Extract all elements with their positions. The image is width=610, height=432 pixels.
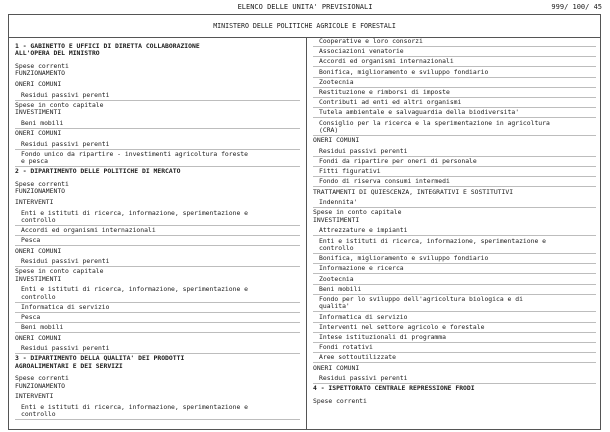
- left-column: [9, 38, 307, 429]
- budget-line-item: Zootecnia: [319, 77, 354, 86]
- row-divider: [15, 419, 300, 420]
- budget-line-item: Enti e istituti di ricerca, informazione, sperimentazione e controllo: [21, 285, 249, 301]
- right-column: [307, 38, 602, 429]
- group-label: Spese correnti FUNZIONAMENTO: [15, 62, 69, 78]
- budget-line-item: Accordi ed organismi internazionali: [319, 57, 454, 66]
- budget-line-item: Beni mobili: [319, 284, 362, 293]
- group-label: INTERVENTI: [15, 392, 54, 401]
- section-heading: 4 - ISPETTORATO CENTRALE REPRESSIONE FRODI: [313, 384, 475, 393]
- budget-line-item: Associazioni venatorie: [319, 47, 404, 56]
- group-label: ONERI COMUNI: [313, 363, 360, 372]
- budget-line-item: Residui passivi perenti: [21, 257, 110, 266]
- budget-line-item: Fondo unico da ripartire - investimenti agricoltura foreste e pesca: [21, 149, 249, 166]
- budget-line-item: Zootecnia: [319, 274, 354, 283]
- budget-line-item: Indennita': [319, 198, 358, 207]
- budget-line-item: Bonifica, miglioramento e sviluppo fondiario: [319, 67, 489, 76]
- budget-line-item: Fondo per lo sviluppo dell'agricoltura biologica e di qualita': [319, 295, 523, 311]
- budget-line-item: Pesca: [21, 236, 41, 245]
- group-label: ONERI COMUNI: [15, 129, 62, 137]
- section-heading: 3 - DIPARTIMENTO DELLA QUALITA' DEI PRODOTTI AGROALIMENTARI E DEI SERVIZI: [15, 354, 185, 370]
- budget-line-item: Aree sottoutilizzate: [319, 353, 396, 362]
- group-label: Spese in conto capitale INVESTIMENTI: [15, 267, 104, 283]
- budget-line-item: Residui passivi perenti: [21, 90, 110, 99]
- budget-line-item: Restituzione e rimborsi di imposte: [319, 88, 450, 96]
- group-label: Spese correnti FUNZIONAMENTO: [15, 180, 69, 196]
- row-divider: [313, 273, 596, 274]
- budget-line-item: Beni mobili: [21, 323, 64, 332]
- budget-line-item: Beni mobili: [21, 118, 64, 127]
- budget-line-item: Bonifica, miglioramento e sviluppo fondiario: [319, 254, 489, 263]
- budget-line-item: Contributi ad enti ed altri organismi: [319, 98, 462, 107]
- budget-line-item: Fondi da ripartire per oneri di personale: [319, 157, 477, 165]
- group-label: TRATTAMENTI DI QUIESCENZA, INTEGRATIVI E SOSTITUTIVI: [313, 187, 514, 196]
- ministry-heading: MINISTERO DELLE POLITICHE AGRICOLE E FORESTALI: [9, 15, 600, 38]
- budget-line-item: Fondo di riserva consumi intermedi: [319, 177, 450, 186]
- budget-line-item: Interventi nel settore agricolo e forestale: [319, 322, 485, 331]
- group-label: INTERVENTI: [15, 198, 54, 206]
- budget-line-item: Informazione e ricerca: [319, 264, 404, 273]
- row-divider: [313, 77, 596, 78]
- group-label: Spese in conto capitale INVESTIMENTI: [15, 100, 104, 117]
- budget-line-item: Attrezzature e impianti: [319, 226, 408, 235]
- document-page-code: 999/ 100/ 45: [551, 3, 602, 11]
- budget-line-item: Intese istituzionali di programma: [319, 333, 446, 341]
- document-title: ELENCO DELLE UNITA' PREVISIONALI: [237, 3, 373, 11]
- group-label: ONERI COMUNI: [313, 136, 360, 145]
- budget-line-item: Informatica di servizio: [21, 303, 110, 311]
- budget-line-item: Residui passivi perenti: [21, 139, 110, 148]
- group-label: ONERI COMUNI: [15, 333, 62, 342]
- section-heading: 1 - GABINETTO E UFFICI DI DIRETTA COLLABORAZIONE ALL'OPERA DEL MINISTRO: [15, 42, 200, 58]
- budget-line-item: Fondi rotativi: [319, 343, 373, 352]
- group-label: Spese correnti FUNZIONAMENTO: [15, 374, 69, 390]
- budget-line-item: Enti e istituti di ricerca, informazione, sperimentazione e controllo: [21, 208, 249, 224]
- budget-line-item: Consiglio per la ricerca e la sperimentazione in agricoltura (CRA): [319, 118, 550, 134]
- group-label: ONERI COMUNI: [15, 80, 62, 88]
- budget-line-item: Residui passivi perenti: [319, 146, 408, 155]
- group-label: Spese correnti: [313, 397, 367, 405]
- budget-line-item: Residui passivi perenti: [319, 374, 408, 383]
- budget-line-item: Enti e istituti di ricerca, informazione, sperimentazione e controllo: [21, 403, 249, 419]
- section-heading: 2 - DIPARTIMENTO DELLE POLITICHE DI MERCATO: [15, 167, 181, 176]
- budget-line-item: Informatica di servizio: [319, 312, 408, 321]
- row-divider: [15, 312, 300, 313]
- group-label: ONERI COMUNI: [15, 246, 62, 255]
- budget-line-item: Cooperative e loro consorzi: [319, 38, 423, 45]
- budget-table: [8, 14, 601, 430]
- budget-line-item: Fitti figurativi: [319, 167, 381, 176]
- budget-line-item: Enti e istituti di ricerca, informazione, sperimentazione e controllo: [319, 236, 547, 252]
- budget-line-item: Tutela ambientale e salvaguardia della biodiversita': [319, 108, 520, 117]
- budget-line-item: Pesca: [21, 313, 41, 322]
- budget-line-item: Residui passivi perenti: [21, 344, 110, 353]
- group-label: Spese in conto capitale INVESTIMENTI: [313, 208, 402, 224]
- budget-line-item: Accordi ed organismi internazionali: [21, 226, 156, 235]
- row-divider: [15, 235, 300, 236]
